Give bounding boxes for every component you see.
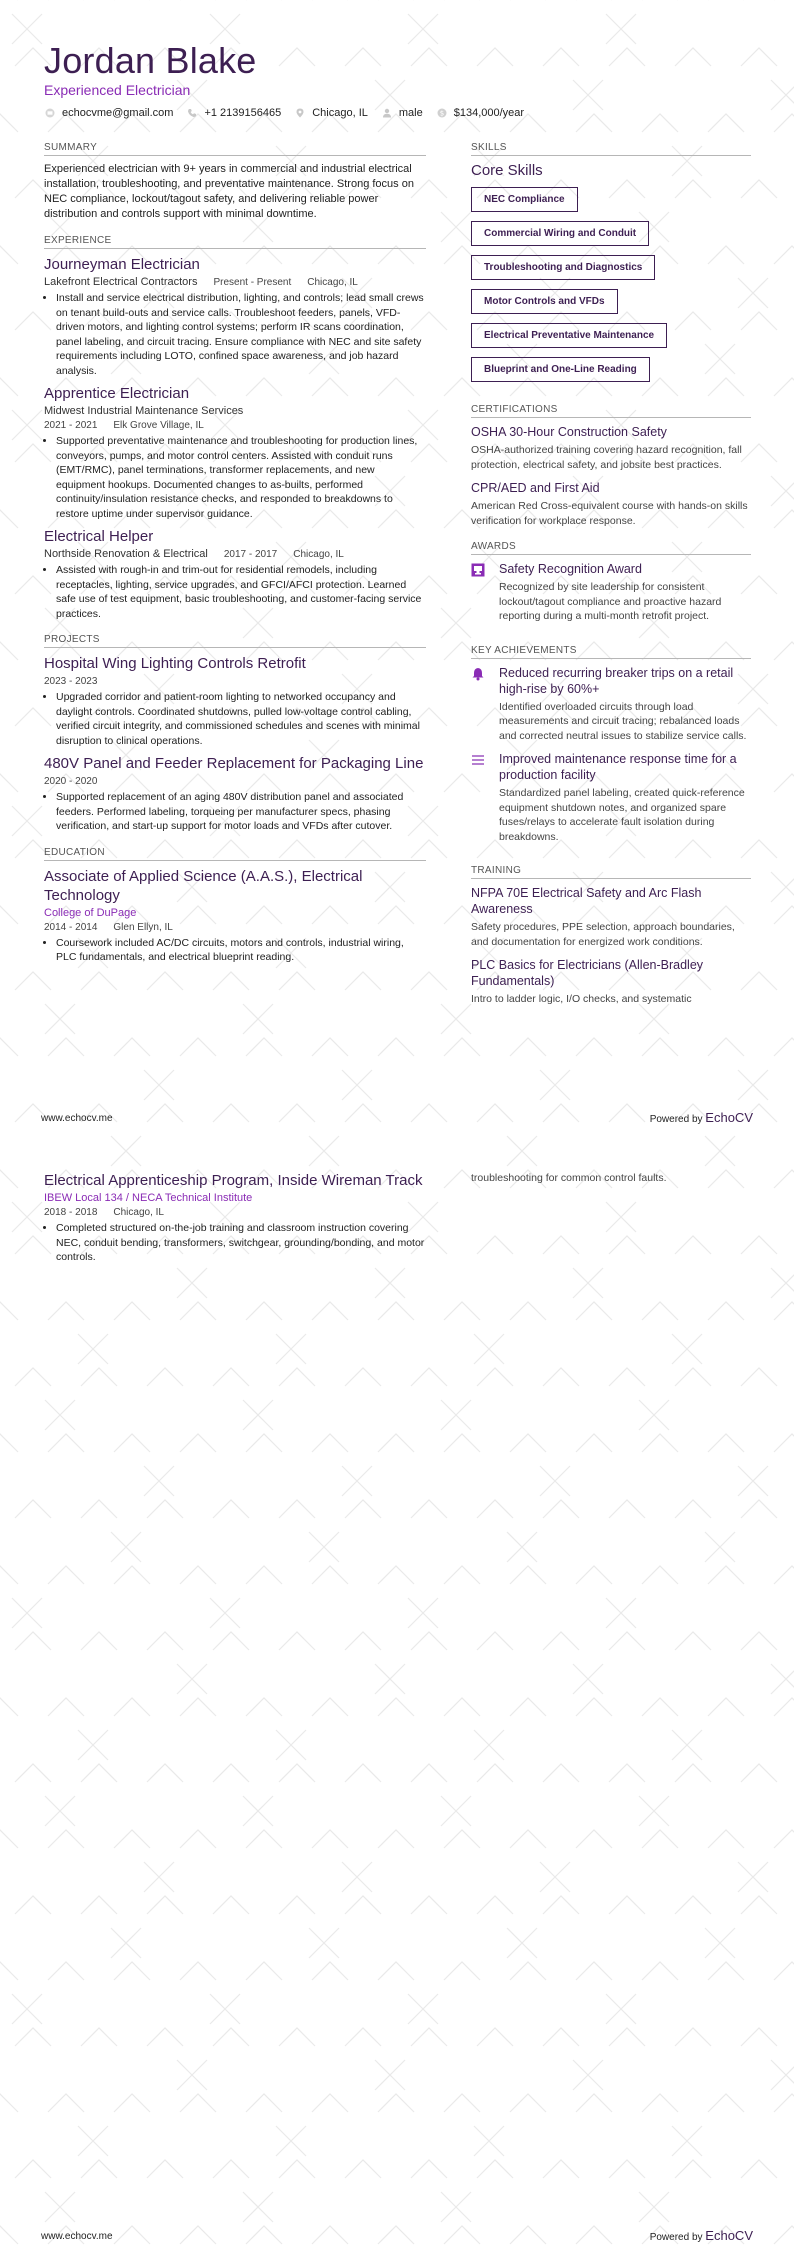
contact-salary-text: $134,000/year — [453, 107, 525, 119]
achievement-description: Standardized panel labeling, created quick-reference equipment shutdown notes, and organized spare fuses/relays to accelerate fault isolation during breakdowns. — [499, 787, 745, 843]
job-company: Midwest Industrial Maintenance Services — [44, 405, 244, 417]
phone-icon — [186, 107, 198, 119]
achievement-entry — [471, 665, 751, 752]
bell-icon — [471, 665, 489, 752]
job-title: Apprentice Electrician — [44, 385, 190, 402]
contact-gender-text: male — [398, 107, 423, 119]
job-company: Northside Renovation & Electrical — [44, 548, 208, 560]
list-icon — [471, 751, 489, 852]
education-entry — [44, 867, 426, 965]
job-description: • Assisted with rough-in and trim-out for residential remodels, including receptacles, lighting, service upgrades, and GFCI/AFCI protection. Learned safe use of test equipment, basic troubleshooting, and customer-facing service practices. — [56, 563, 426, 621]
award-title: Safety Recognition Award — [499, 562, 642, 576]
footer-site-link[interactable]: www.echocv.me — [41, 1113, 113, 1124]
footer-site-link[interactable]: www.echocv.me — [41, 2231, 113, 2242]
contact-location — [294, 107, 368, 119]
job-company: Lakefront Electrical Contractors — [44, 276, 198, 288]
training-description-continued: troubleshooting for common control faults. — [471, 1172, 667, 1184]
project-entry — [44, 754, 426, 834]
project-entry — [44, 654, 426, 748]
projects-heading: PROJECTS — [44, 634, 426, 648]
candidate-title: Experienced Electrician — [44, 82, 191, 98]
awards-heading: AWARDS — [471, 541, 751, 555]
summary-heading: SUMMARY — [44, 142, 426, 156]
certifications-section — [471, 404, 751, 528]
contact-phone-text: +1 2139156465 — [204, 107, 282, 119]
education-location: Chicago, IL — [113, 1207, 164, 1218]
education-entry — [44, 1171, 426, 1265]
skill-tag: NEC Compliance — [471, 187, 578, 212]
footer-powered-text: Powered by — [649, 1114, 703, 1125]
left-column-continued — [44, 1171, 426, 1271]
skill-tag: Electrical Preventative Maintenance — [471, 323, 667, 348]
certification-title: CPR/AED and First Aid — [471, 481, 600, 495]
certifications-heading: CERTIFICATIONS — [471, 404, 751, 418]
experience-heading: EXPERIENCE — [44, 235, 426, 249]
job-dates: Present - Present — [213, 277, 292, 288]
right-column-continued — [471, 1171, 751, 1194]
job-description: • Supported preventative maintenance and troubleshooting for production lines, conveyors, pumps, and motor control centers. Assisted with conduit runs (EMT/RMC), panel terminations, transformer replacements, and new equipment hookups. Documented changes to as-builts, performed continuity/insulation resistance checks, and responded to breakdowns to restore uptime under supervisor guidance. — [56, 434, 426, 521]
job-location: Chicago, IL — [293, 549, 344, 560]
project-dates: 2023 - 2023 — [44, 676, 98, 687]
training-title: NFPA 70E Electrical Safety and Arc Flash Awareness — [471, 886, 702, 916]
summary-section — [44, 142, 426, 222]
skill-tag: Commercial Wiring and Conduit — [471, 221, 649, 246]
education-description: • Coursework included AC/DC circuits, motors and controls, industrial wiring, PLC fundamentals, and electrical blueprint reading. — [56, 936, 426, 965]
certification-description: American Red Cross-equivalent course with hands-on skills verification for workplace response. — [471, 500, 748, 527]
job-location: Chicago, IL — [307, 277, 358, 288]
education-degree: Associate of Applied Science (A.A.S.), Electrical Technology — [44, 867, 363, 904]
education-institution: IBEW Local 134 / NECA Technical Institute — [44, 1192, 253, 1204]
skill-tag: Motor Controls and VFDs — [471, 289, 618, 314]
achievements-section — [471, 645, 751, 853]
achievement-title: Improved maintenance response time for a production facility — [499, 752, 737, 782]
education-institution: College of DuPage — [44, 906, 137, 919]
experience-entry — [44, 527, 426, 621]
project-title: Hospital Wing Lighting Controls Retrofit — [44, 655, 306, 672]
contact-location-text: Chicago, IL — [312, 107, 368, 119]
contact-gender — [381, 107, 423, 119]
contact-email[interactable] — [44, 107, 173, 119]
footer-brand-logo: EchoCV — [705, 1110, 753, 1125]
project-description: • Supported replacement of an aging 480V distribution panel and associated feeders. Performed labeling, torqueing per manufacturer specs, phasing verification, and start-up support for motor loads and VFDs after cutover. — [56, 790, 426, 834]
footer-brand-logo: EchoCV — [705, 2228, 753, 2243]
resume-page-2 — [0, 1126, 794, 2246]
experience-entry — [44, 384, 426, 521]
trophy-icon — [471, 561, 489, 632]
contact-phone[interactable] — [186, 107, 281, 119]
achievements-heading: KEY ACHIEVEMENTS — [471, 645, 751, 659]
training-description: Intro to ladder logic, I/O checks, and systematic — [471, 993, 692, 1005]
svg-text:$: $ — [439, 109, 444, 118]
project-dates: 2020 - 2020 — [44, 776, 98, 787]
education-degree: Electrical Apprenticeship Program, Inside Wireman Track — [44, 1172, 423, 1189]
education-description: • Completed structured on-the-job training and classroom instruction covering NEC, conduit bending, transformers, switchgear, grounding/bonding, and motor controls. — [56, 1221, 426, 1265]
contact-salary — [436, 107, 524, 119]
job-dates: 2017 - 2017 — [223, 549, 278, 560]
right-column — [471, 142, 751, 1020]
skill-tag: Troubleshooting and Diagnostics — [471, 255, 655, 280]
footer-powered-by[interactable] — [650, 2228, 753, 2243]
job-title: Journeyman Electrician — [44, 256, 200, 273]
skills-heading: SKILLS — [471, 142, 751, 156]
award-entry — [471, 561, 751, 632]
salary-icon — [436, 107, 448, 119]
awards-section — [471, 541, 751, 632]
summary-text: Experienced electrician with 9+ years in commercial and industrial electrical installation, troubleshooting, and preventative maintenance. Strong focus on NEC compliance, lockout/tagout safety, and delivering reliable power distribution and controls support with minimal downtime. — [44, 163, 414, 220]
skills-section — [471, 142, 751, 391]
contact-email-text: echocvme@gmail.com — [62, 107, 174, 119]
contact-bar — [44, 107, 537, 119]
location-pin-icon — [294, 107, 306, 119]
training-description: Safety procedures, PPE selection, approach boundaries, and documentation for energized work conditions. — [471, 921, 735, 948]
projects-section — [44, 634, 426, 834]
certification-title: OSHA 30-Hour Construction Safety — [471, 425, 667, 439]
email-icon — [44, 107, 56, 119]
candidate-name: Jordan Blake — [44, 40, 257, 81]
training-section — [471, 865, 751, 1007]
certification-description: OSHA-authorized training covering hazard recognition, fall protection, electrical safety, and jobsite best practices. — [471, 444, 742, 471]
education-dates: 2014 - 2014 — [44, 921, 98, 933]
job-location: Elk Grove Village, IL — [113, 420, 204, 431]
award-description: Recognized by site leadership for consistent lockout/tagout compliance and proactive hazard reporting during a multi-month retrofit project. — [499, 581, 722, 622]
left-column — [44, 142, 426, 978]
experience-entry — [44, 255, 426, 378]
footer-powered-text: Powered by — [649, 2232, 703, 2243]
achievement-description: Identified overloaded circuits through load measurements and circuit tracing; rebalanced loads and corrected neutral issues to stabilize service calls. — [499, 700, 747, 742]
education-heading: EDUCATION — [44, 847, 426, 861]
education-location: Glen Ellyn, IL — [113, 921, 173, 933]
footer-powered-by[interactable] — [650, 1110, 753, 1125]
job-dates: 2021 - 2021 — [44, 420, 98, 431]
experience-section — [44, 235, 426, 621]
skill-tag: Blueprint and One-Line Reading — [471, 357, 650, 382]
person-icon — [381, 107, 393, 119]
skill-list — [471, 187, 751, 391]
education-section — [44, 847, 426, 965]
project-description: • Upgraded corridor and patient-room lighting to networked occupancy and daylight controls. Coordinated shutdowns, pulled low-voltage control cabling, verified circuit integrity, and commissioned schedules and scenes with minimal disruption to clinical operations. — [56, 690, 426, 748]
skills-group-title: Core Skills — [471, 162, 543, 179]
job-description: • Install and service electrical distribution, lighting, and controls; lead small crews on tenant build-outs and service calls. Troubleshoot feeders, panels, VFD-driven motors, and lighting control systems; perform IR scans coordination, panel labeling, and circuit tracing. Ensure compliance with NEC and site safety requirements including LOTO, confined space awareness, and job hazard analysis. — [56, 291, 426, 378]
project-title: 480V Panel and Feeder Replacement for Packaging Line — [44, 755, 424, 772]
education-dates: 2018 - 2018 — [44, 1207, 98, 1218]
achievement-title: Reduced recurring breaker trips on a retail high-rise by 60%+ — [499, 665, 734, 696]
training-title: PLC Basics for Electricians (Allen-Bradley Fundamentals) — [471, 958, 704, 988]
achievement-entry — [471, 751, 751, 852]
training-heading: TRAINING — [471, 865, 751, 879]
job-title: Electrical Helper — [44, 528, 154, 545]
